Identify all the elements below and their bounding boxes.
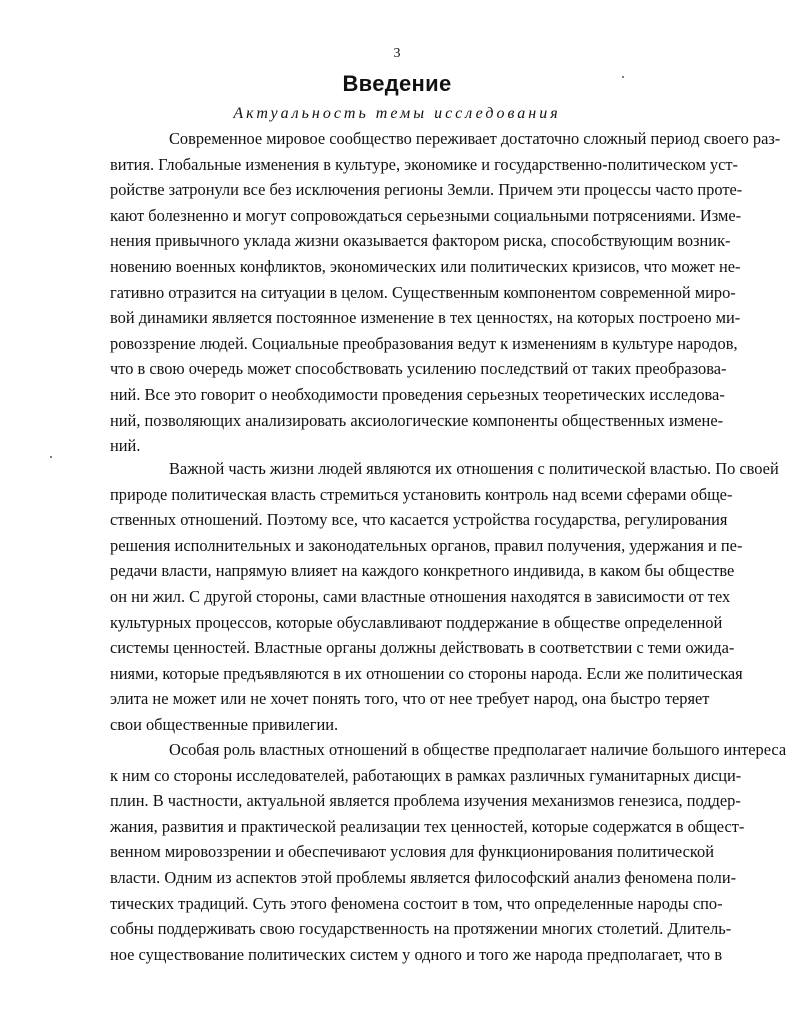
text-line: венном мировоззрении и обеспечивают условия для функционирования политической <box>110 842 714 862</box>
text-line: ний. Все это говорит о необходимости проведения серьезных теоретических исследова- <box>110 385 725 404</box>
text-line: кают болезненно и могут сопровождаться серьезными социальными потрясениями. Изме- <box>110 205 742 225</box>
text-line: элита не может или не хочет понять того, что от нее требует народ, она быстро теряет <box>110 689 710 709</box>
text-line: вития. Глобальные изменения в культуре, экономике и государственно-политическом уст- <box>110 154 739 174</box>
text-line: гативно отразится на ситуации в целом. Существенным компонентом современной миро- <box>110 282 736 302</box>
text-line: ное существование политических систем у одного и того же народа предполагает, что в <box>110 944 723 964</box>
text-line: ровоззрение людей. Социальные преобразования ведут к изменениям в культуре народов, <box>110 333 738 353</box>
section-title: Введение <box>342 71 452 96</box>
text-line: природе политическая власть стремиться установить контроль над всеми сферами обще- <box>110 484 733 504</box>
text-line: плин. В частности, актуальной является проблема изучения механизмов генезиса, поддер- <box>110 791 741 811</box>
text-line: ний. <box>110 436 141 456</box>
text-line: нения привычного уклада жизни оказывается фактором риска, способствующим возник- <box>110 231 731 251</box>
text-line: тических традиций. Суть этого феномена состоит в том, что определенные народы спо- <box>110 893 723 913</box>
text-line: Особая роль властных отношений в обществе предполагает наличие большого интереса <box>169 740 787 759</box>
text-line: Современное мировое сообщество переживает достаточно сложный период своего раз- <box>169 129 781 148</box>
text-line: власти. Одним из аспектов этой проблемы является философский анализ феномена поли- <box>110 868 737 887</box>
text-line: Важной часть жизни людей являются их отношения с политической властью. По своей <box>169 459 779 478</box>
text-line: собны поддерживать свою государственность на протяжении многих столетий. Длитель- <box>110 919 732 939</box>
text-line: к ним со стороны исследователей, работающих в рамках различных гуманитарных дисци- <box>110 765 742 785</box>
page-number: 3 <box>393 46 401 61</box>
text-line: новению военных конфликтов, экономических или политических кризисов, что может не- <box>110 257 741 276</box>
text-line: решения исполнительных и законодательных органов, правил получения, удержания и пе- <box>110 535 743 555</box>
text-line: жания, развития и практической реализации тех ценностей, которые содержатся в общест- <box>110 816 745 836</box>
text-line: вой динамики является постоянное изменение в тех ценностях, на которых построено ми- <box>110 308 741 328</box>
text-line: редачи власти, напрямую влияет на каждого конкретного индивида, в каком бы обществе <box>110 561 735 581</box>
text-line: культурных процессов, которые обуславливают поддержание в обществе определенной <box>110 612 723 632</box>
section-subtitle: Актуальность темы исследования <box>233 105 561 122</box>
text-line: что в свою очередь может способствовать усилению последствий от таких преобразова- <box>110 359 727 379</box>
scan-speck <box>50 456 52 458</box>
text-line: системы ценностей. Властные органы должны действовать в соответствии с теми ожида- <box>110 638 735 658</box>
text-line: свои общественные привилегии. <box>110 715 339 734</box>
text-line: ний, позволяющих анализировать аксиологические компоненты общественных измене- <box>110 410 724 430</box>
text-line: ройстве затронули все без исключения регионы Земли. Причем эти процессы часто проте- <box>110 180 743 200</box>
text-line: он ни жил. С другой стороны, сами властные отношения находятся в зависимости от тех <box>110 587 731 606</box>
text-line: ственных отношений. Поэтому все, что касается устройства государства, регулирования <box>110 510 728 530</box>
text-line: ниями, которые предъявляются в их отношении со стороны народа. Если же политическая <box>110 663 743 683</box>
